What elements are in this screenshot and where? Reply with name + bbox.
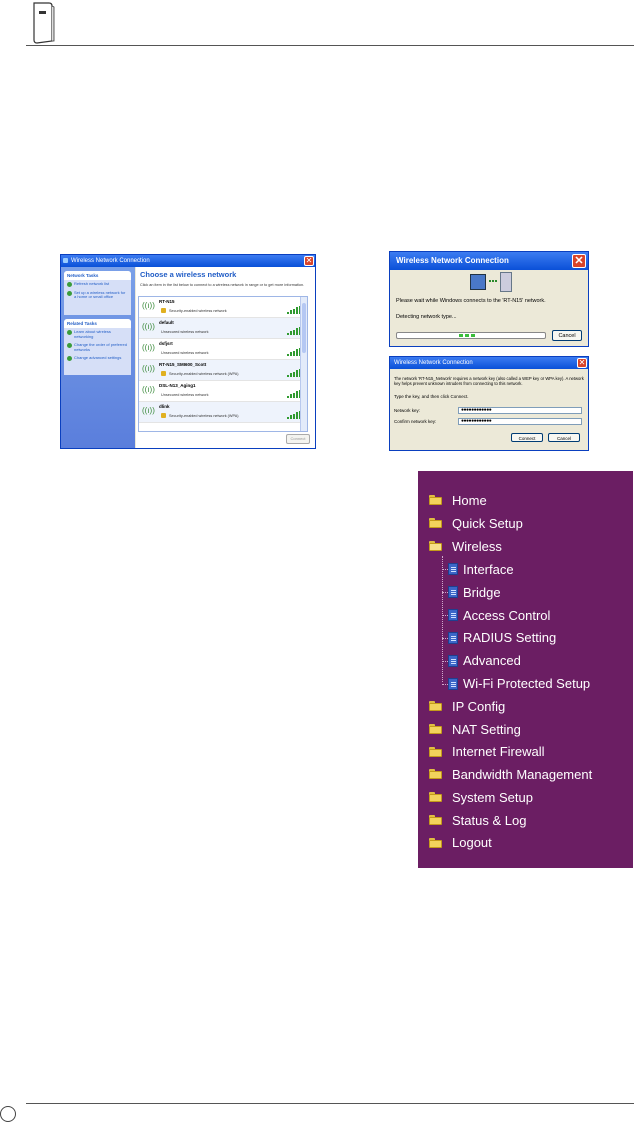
- network-main-pane: [136, 267, 316, 448]
- task-pane: [61, 267, 135, 448]
- progress-fill: [459, 334, 477, 337]
- menu-item-logout[interactable]: Logout: [452, 835, 492, 850]
- network-item[interactable]: [139, 360, 307, 381]
- page-icon: [448, 655, 458, 667]
- menu-item-radius-setting[interactable]: RADIUS Setting: [463, 630, 557, 645]
- folder-icon: [429, 769, 442, 779]
- antenna-icon: ((ı)): [142, 385, 155, 394]
- menu-item-nat-setting[interactable]: NAT Setting: [452, 722, 521, 737]
- dialog-title: Wireless Network Connection: [71, 258, 150, 264]
- menu-item-system-setup[interactable]: System Setup: [452, 790, 533, 805]
- menu-item-internet-firewall[interactable]: Internet Firewall: [452, 744, 545, 759]
- network-status: Security-enabled wireless network: [169, 309, 227, 313]
- cancel-button[interactable]: Cancel: [548, 433, 580, 442]
- change-advanced-link[interactable]: Change advanced settings: [64, 354, 131, 363]
- close-icon[interactable]: ✕: [572, 254, 586, 268]
- folder-icon: [429, 792, 442, 802]
- dialog-title-bar: [390, 357, 588, 369]
- menu-item-home[interactable]: Home: [452, 493, 487, 508]
- folder-icon: [429, 495, 442, 505]
- confirm-key-field[interactable]: ●●●●●●●●●●●●: [458, 418, 582, 425]
- menu-item-interface[interactable]: Interface: [463, 562, 514, 577]
- network-key-label: Network key:: [394, 408, 421, 413]
- cancel-button[interactable]: Cancel: [552, 330, 582, 341]
- network-name: DSL-N13_Aging1: [159, 383, 196, 388]
- open-folder-icon: [429, 541, 442, 551]
- network-icon: [63, 258, 68, 263]
- network-item[interactable]: [139, 381, 307, 402]
- choose-network-dialog: [60, 254, 316, 449]
- header-rule: [26, 45, 634, 46]
- dialog-title-bar: [390, 252, 588, 270]
- refresh-network-list-link[interactable]: Refresh network list: [64, 280, 131, 289]
- network-status: Unsecured wireless network: [161, 393, 209, 397]
- menu-item-wireless[interactable]: Wireless: [452, 539, 502, 554]
- page-icon: [448, 609, 458, 621]
- close-icon[interactable]: ✕: [305, 256, 313, 265]
- dialog-title: Wireless Network Connection: [394, 360, 473, 366]
- footer-rule: [26, 1103, 634, 1104]
- signal-strength-icon: [287, 306, 301, 314]
- menu-item-advanced[interactable]: Advanced: [463, 653, 521, 668]
- page-icon: [448, 563, 458, 575]
- menu-item-ip-config[interactable]: IP Config: [452, 699, 506, 714]
- signal-strength-icon: [287, 327, 301, 335]
- page-icon: [448, 632, 458, 644]
- antenna-icon: ((ı)): [142, 322, 155, 331]
- choose-network-description: Click an item in the list below to connect to a wireless network in range or to get more information.: [140, 283, 305, 287]
- folder-icon: [429, 701, 442, 711]
- network-item[interactable]: [139, 297, 307, 318]
- network-status: Unsecured wireless network: [161, 330, 209, 334]
- antenna-icon: ((ı)): [142, 406, 155, 415]
- network-tasks-heading: Network Tasks: [64, 271, 131, 280]
- related-tasks-box: [64, 319, 131, 375]
- network-item[interactable]: [139, 402, 307, 423]
- menu-item-bandwidth-management[interactable]: Bandwidth Management: [452, 767, 593, 782]
- lock-icon: [161, 371, 166, 376]
- page-icon: [448, 678, 458, 690]
- network-name: RT-N15_SMI600_Scott: [159, 362, 207, 367]
- page-icon: [448, 586, 458, 598]
- type-key-instruction: Type the key, and then click Connect.: [394, 394, 469, 399]
- network-tasks-box: [64, 271, 131, 315]
- close-icon[interactable]: ✕: [578, 358, 586, 367]
- network-name: dsfjsrt: [159, 341, 173, 346]
- lock-icon: [161, 413, 166, 418]
- network-status: Security-enabled wireless network (WPA): [169, 414, 239, 418]
- signal-strength-icon: [287, 369, 301, 377]
- antenna-icon: ((ı)): [142, 364, 155, 373]
- page-number-circle: [0, 1106, 16, 1122]
- connection-progress-bar: [396, 332, 546, 339]
- learn-wireless-link[interactable]: Learn about wireless networking: [64, 328, 131, 341]
- network-name: dlink: [159, 404, 170, 409]
- dialog-title: Wireless Network Connection: [396, 256, 509, 265]
- menu-item-bridge[interactable]: Bridge: [463, 585, 501, 600]
- network-key-message: The network 'RT-N15_Network' requires a network key (also called a WEP key or WPA key). A network key helps prevent unknown intruders from connecting to this network.: [394, 376, 584, 386]
- network-status: Unsecured wireless network: [161, 351, 209, 355]
- scrollbar-thumb[interactable]: [302, 303, 306, 353]
- folder-icon: [429, 838, 442, 848]
- change-order-link[interactable]: Change the order of preferred networks: [64, 341, 131, 354]
- network-item[interactable]: [139, 318, 307, 339]
- folder-icon: [429, 815, 442, 825]
- connection-dots-icon: [489, 280, 497, 284]
- connecting-message: Please wait while Windows connects to the 'RT-N15' network.: [396, 298, 546, 304]
- detecting-status: Detecting network type...: [396, 314, 457, 320]
- menu-item-wifi-protected-setup[interactable]: Wi-Fi Protected Setup: [463, 676, 591, 691]
- network-item[interactable]: [139, 339, 307, 360]
- folder-icon: [429, 747, 442, 757]
- set-up-network-link[interactable]: Set up a wireless network for a home or small office: [64, 289, 131, 302]
- network-list-scrollbar[interactable]: [300, 297, 307, 431]
- router-menu-panel: [418, 471, 633, 868]
- folder-icon: [429, 518, 442, 528]
- choose-network-heading: Choose a wireless network: [140, 270, 237, 279]
- menu-item-status-log[interactable]: Status & Log: [452, 813, 527, 828]
- connect-button[interactable]: Connect: [286, 434, 310, 444]
- antenna-icon: ((ı)): [142, 343, 155, 352]
- connecting-dialog: [389, 251, 589, 347]
- tree-connector: [442, 556, 443, 682]
- network-key-dialog: [389, 356, 589, 451]
- folder-icon: [429, 724, 442, 734]
- antenna-icon: ((ı)): [142, 301, 155, 310]
- network-name: default: [159, 320, 174, 325]
- network-status: Security-enabled wireless network (WPA): [169, 372, 239, 376]
- related-tasks-heading: Related Tasks: [64, 319, 131, 328]
- menu-item-access-control[interactable]: Access Control: [463, 608, 551, 623]
- access-point-icon: [500, 272, 512, 292]
- signal-strength-icon: [287, 348, 301, 356]
- lock-icon: [161, 308, 166, 313]
- network-key-field[interactable]: ●●●●●●●●●●●●: [458, 407, 582, 414]
- connect-button[interactable]: Connect: [511, 433, 543, 442]
- menu-item-quick-setup[interactable]: Quick Setup: [452, 516, 523, 531]
- signal-strength-icon: [287, 411, 301, 419]
- network-list: [138, 296, 308, 432]
- dialog-title-bar: [61, 255, 315, 267]
- computer-icon: [470, 274, 486, 290]
- network-name: RT-N15: [159, 299, 175, 304]
- confirm-key-label: Confirm network key:: [394, 419, 437, 424]
- signal-strength-icon: [287, 390, 301, 398]
- router-icon: [31, 1, 55, 45]
